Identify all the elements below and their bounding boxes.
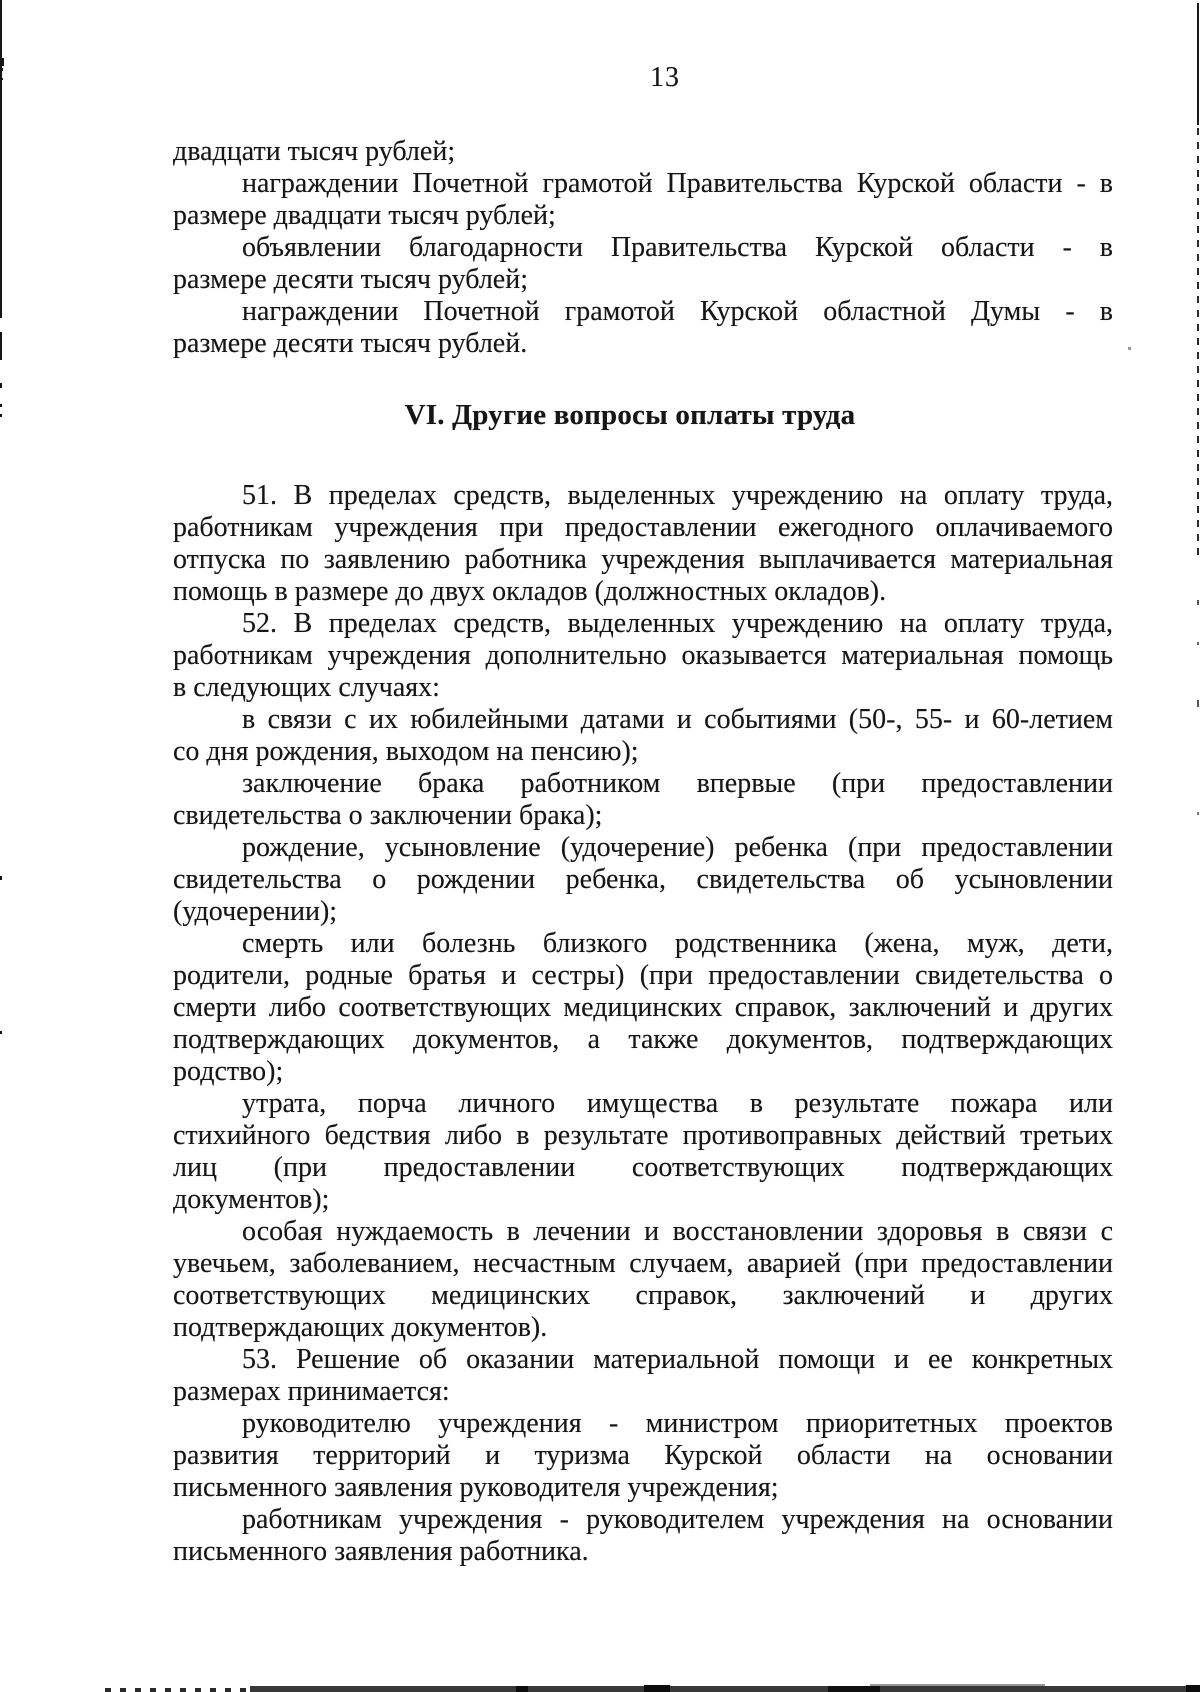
scan-artifact-speck	[1128, 347, 1131, 350]
case-item-marriage	[173, 768, 1113, 832]
scan-artifact-right-dot	[1197, 642, 1199, 645]
text-line: увечьем, заболеванием, несчастным случаем, аварией (при предоставлении	[173, 1248, 1113, 1279]
scan-artifact-bottom-patch	[516, 1686, 528, 1692]
paragraph-53	[173, 1344, 1113, 1408]
text-line: работникам учреждения - руководителем учреждения на основании	[242, 1504, 1113, 1535]
text-line: награждении Почетной грамотой Правительства Курской области - в	[242, 168, 1113, 199]
text-line: 51. В пределах средств, выделенных учреждению на оплату труда,	[242, 480, 1113, 511]
text-line: работникам учреждения дополнительно оказывается материальная помощь	[173, 640, 1113, 671]
award-item-pochetnaya-gramota-pravitelstva	[173, 168, 1113, 232]
text-line: рождение, усыновление (удочерение) ребенка (при предоставлении	[242, 832, 1113, 863]
scan-artifact-bottom-patch	[828, 1686, 880, 1692]
case-item-childbirth	[173, 832, 1113, 928]
text-line: родство);	[173, 1056, 284, 1087]
scan-artifact-right-dot	[1197, 600, 1199, 605]
scan-artifact-left-dash	[0, 1031, 2, 1034]
scan-artifact-bottom-dashes	[105, 1688, 255, 1692]
scan-artifact-left-tick	[0, 78, 3, 80]
text-line: смерти либо соответствующих медицинских справок, заключений и других	[173, 992, 1113, 1023]
award-item-blagodarnost-pravitelstva	[173, 232, 1113, 296]
text-line: развития территорий и туризма Курской области на основании	[173, 1440, 1113, 1471]
page-number: 13	[650, 62, 680, 93]
scan-artifact-right-edge-line	[1197, 3, 1199, 125]
scan-artifact-left-dash	[0, 404, 2, 407]
paragraph-52	[173, 608, 1113, 704]
continuation-paragraph	[173, 136, 1113, 168]
award-item-gramota-oblastnoy-dumy	[173, 296, 1113, 360]
text-line: стихийного бедствия либо в результате противоправных действий третьих	[173, 1120, 1113, 1151]
text-line: в следующих случаях:	[173, 672, 440, 703]
text-line: родители, родные братья и сестры) (при предоставлении свидетельства о	[173, 960, 1113, 991]
text-line: 52. В пределах средств, выделенных учреждению на оплату труда,	[242, 608, 1113, 639]
text-line: документов);	[173, 1184, 330, 1215]
text-line: свидетельства о заключении брака);	[173, 800, 603, 831]
scan-artifact-left-tick	[0, 88, 2, 90]
scan-artifact-right-dot	[1197, 812, 1199, 815]
text-line: отпуска по заявлению работника учреждения выплачивается материальная	[173, 544, 1113, 575]
document-body	[173, 136, 1113, 1568]
text-line: (удочерении);	[173, 896, 338, 927]
case-item-death-illness	[173, 928, 1113, 1088]
text-line: размере двадцати тысяч рублей;	[173, 200, 556, 231]
text-line: заключение брака работником впервые (при предоставлении	[242, 768, 1113, 799]
scan-artifact-left-dash	[0, 383, 2, 388]
scan-artifact-left-dash	[0, 414, 2, 417]
decision-item-employees	[173, 1504, 1113, 1568]
scan-artifact-left-tick	[0, 68, 3, 71]
text-line: объявлении благодарности Правительства Курской области - в	[242, 232, 1113, 263]
case-item-treatment-need	[173, 1216, 1113, 1344]
scan-artifact-left-blob	[0, 58, 4, 66]
text-line: 53. Решение об оказании материальной помощи и ее конкретных	[242, 1344, 1113, 1375]
text-line: двадцати тысяч рублей;	[173, 136, 456, 167]
scan-artifact-bottom-patch	[644, 1685, 670, 1692]
section-heading: VI. Другие вопросы оплаты труда	[404, 399, 856, 431]
paragraph-51	[173, 480, 1113, 608]
text-line: свидетельства о рождении ребенка, свидетельства об усыновлении	[173, 864, 1113, 895]
scan-artifact-right-dot	[1197, 700, 1199, 707]
text-line: помощь в размере до двух окладов (должностных окладов).	[173, 576, 887, 607]
text-line: лиц (при предоставлении соответствующих подтверждающих	[173, 1152, 1113, 1183]
text-line: особая нуждаемость в лечении и восстановлении здоровья в связи с	[242, 1216, 1113, 1247]
text-line: подтверждающих документов, а также документов, подтверждающих	[173, 1024, 1113, 1055]
text-line: со дня рождения, выходом на пенсию);	[173, 736, 639, 767]
scan-artifact-bottom-fringe	[870, 1684, 1045, 1686]
scan-artifact-bottom-patch	[1186, 1685, 1200, 1692]
text-line: размере десяти тысяч рублей;	[173, 264, 528, 295]
text-line: работникам учреждения при предоставлении ежегодного оплачиваемого	[173, 512, 1113, 543]
text-line: смерть или болезнь близкого родственника (жена, муж, дети,	[242, 928, 1113, 959]
case-item-jubilee	[173, 704, 1113, 768]
text-line: соответствующих медицинских справок, заключений и других	[173, 1280, 1113, 1311]
text-line: руководителю учреждения - министром приоритетных проектов	[242, 1408, 1113, 1439]
scan-artifact-left-dash	[0, 876, 2, 880]
text-line: письменного заявления работника.	[173, 1536, 589, 1567]
text-line: в связи с их юбилейными датами и событиями (50-, 55- и 60-летием	[242, 704, 1113, 735]
text-line: подтверждающих документов).	[173, 1312, 548, 1343]
text-line: награждении Почетной грамотой Курской областной Думы - в	[242, 296, 1113, 327]
text-line: письменного заявления руководителя учреждения;	[173, 1472, 779, 1503]
scan-artifact-left-edge-line	[0, 0, 2, 318]
scan-artifact-bottom-bar	[250, 1686, 1200, 1692]
text-line: утрата, порча личного имущества в результате пожара или	[242, 1088, 1113, 1119]
decision-item-head-of-institution	[173, 1408, 1113, 1504]
scan-artifact-right-dashed-line	[1197, 128, 1199, 562]
case-item-property-loss	[173, 1088, 1113, 1216]
text-line: размерах принимается:	[173, 1376, 450, 1407]
text-line: размере десяти тысяч рублей.	[173, 328, 528, 359]
scan-artifact-left-segment	[0, 332, 2, 360]
